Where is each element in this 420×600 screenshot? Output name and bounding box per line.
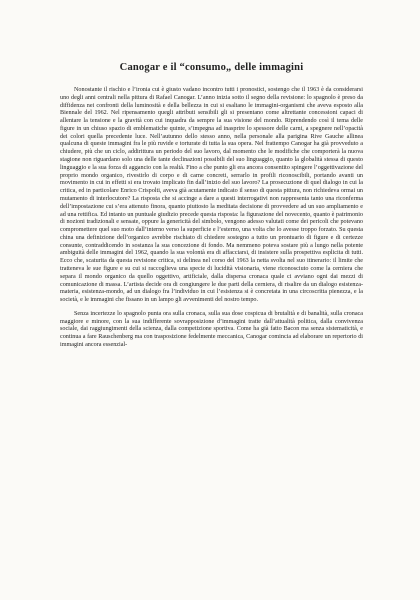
article-page	[60, 50, 363, 356]
body-paragraph-2: Senza incertezze lo spagnolo punta ora sulla cronaca, sulla sua dose cospicua di brutalità e di banalità, sulla cronaca maggiore e minore, con la sua indifferente sovrapposizione d’immagini tratte dall’attualità politica, dalla convivenza sociale, dai raggiungimenti della scienza, dalla competizione sportiva. Come ha già fatto Bacon ma senza sistematicità, e continua a fare Rauschenberg ma con trasposizione fedelmente meccanica, Canogar comincia ad elaborare un repertorio di immagini ancora essenzial-	[60, 310, 363, 348]
article-title: Canogar e il “consumo„ delle immagini	[119, 62, 304, 73]
body-paragraph-1: Nonostante il rischio e l’ironia cui è giusto vadano incontro tutti i pronostici, sostengo che il 1963 è da considerarsi uno degli anni centrali nella pittura di Rafael Canogar. L’anno inizia sotto il segno della revisione: lo spagnolo è preso da diffidenza nei confronti della luminosità e della bellezza in cui si esaltano le immagini-organismi che aveva esposto alla Biennale del 1962. Nel ripensamento quegli attributi sensibili gli si presentano come altrettante concessioni capaci di allentare la tensione e la gravità con cui inquadra da sempre la sua visione del mondo. Riprendendo così il tema delle figure in un chiuso spazio di emblematiche quinte, s’impegna ad inasprire lo spessore delle carni, a spegnere nell’opacità dei colori quella precedente luce. Nell’autunno dello stesso anno, nella personale alla parigina Rive Gauche allinea qualcuna di queste immagini fra le più ruvide e torturate di tutta la sua opera. Nel frattempo Canogar ha già provveduto a chiudere, più che un ciclo, addirittura un periodo del suo lavoro, dal momento che le modifiche che comporterà la nuova stagione non riguardano solo una delle tante declinazioni possibili del suo linguaggio, quanto la globalità stessa di questo linguaggio e la sua forza di aggancio con la realtà. Fino a che punto gli era ancora consentito spingere l’oggettivazione del proprio mondo organico, rivestirlo di corpo e di carne concreti, serrarlo in profili riconoscibili, portando avanti un movimento in cui in effetti si era trovato implicato fin dall’inizio del suo lavoro? La prosecuzione di quel dialogo in cui la critica, ed in particolare Enrico Crispolti, aveva già acutamente indicato il senso di questa pittura, non richiedeva ormai un mutamento di interlocutore? La risposta che si accinge a dare a questi interrogativi non rappresenta tanto una riconferma dell’impostazione cui s’era attenuto finora, quanto piuttosto la meditata decisione di provvedere ad un suo ampliamento e ad una rettifica. Ed intanto un puntuale giudizio precede questa risposta: la figurazione del novecento, quanto è patrimonio di nozioni tradizionali e sensate, oppure la genericità del simbolo, vengono adesso valutati come dei pericoli che potevano compromettere quel suo moto dall’interno verso la superficie e l’esterno, una volta che lo avesse troppo forzato. Su questa china una definizione dell’organico avrebbe rischiato di chiedere sostegno a tutto un prontuario di figure e di certezze consunte, contraddicendo in sostanza la sua concezione di fondo. Ma nemmeno poteva sostare più a lungo nella potente ambiguità delle immagini del 1962, quando la sua volontà era di affacciarsi, di insistere sulla prospettiva esplicita di tutti. Ecco che, scaturita da questa revisione critica, si delinea nel corso del 1963 la netta svolta nel suo itinerario: il limite che tratteneva le sue figure e su cui si raccoglieva una specie di lucidità visionaria, viene riconosciuto come la cerniera che separa il mondo organico da quello oggettivo, artificiale, dalla dispersa cronaca quale ci avviano ogni dai mezzi di comunicazione di massa. L’artista decide ora di congiungere le due parti della cerniera, di risalire da un dialogo esistenza-materia, esistenza-mondo, ad un dialogo fra l’individuo in cui l’esistenza si è concretata in una circoscritta pienezza, e la società, e le immagini che fissano in un lampo gli avvenimenti del nostro tempo.	[60, 87, 363, 304]
